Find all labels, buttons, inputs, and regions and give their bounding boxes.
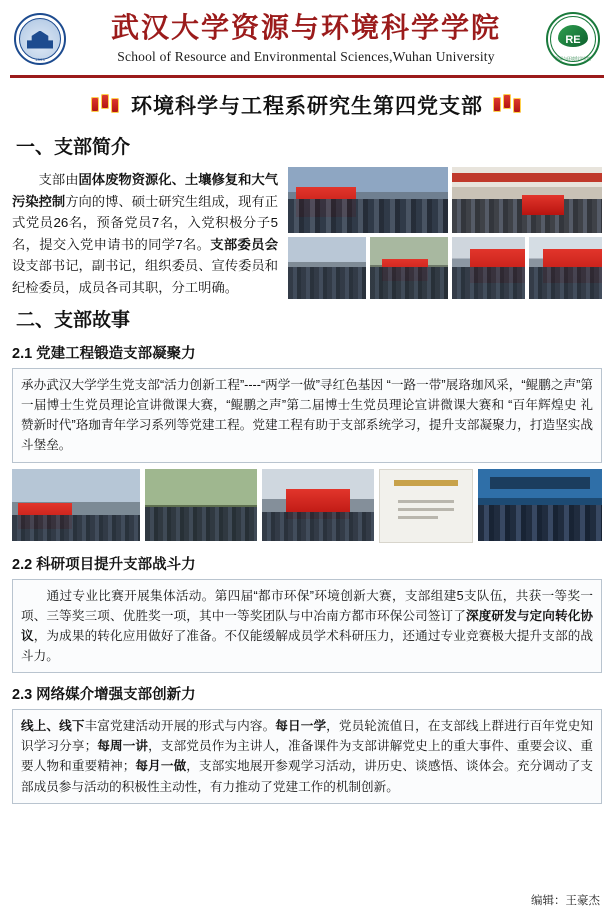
gallery-2-1 <box>12 469 602 543</box>
section-2-2-paragraph: 通过专业比赛开展集体活动。第四届“都市环保”环境创新大赛，支部组建5支队伍，共获一等奖一项、三等奖三项、优胜奖一项，其中一等奖团队与中冶南方都市环保公司签订了深度研发与定向转化协议，为成果的转化应用做好了准备。不仅能缓解成员学术科研压力，还通过专业竞赛极大提升支部的战斗力。 <box>12 579 602 674</box>
intro-bold-topics: 固体废物资源化、土壤修复和大气污染控制 <box>12 172 279 209</box>
re-logo-text: RE <box>565 34 581 47</box>
section-2-3-bold-1: 线上、线下 <box>21 719 85 734</box>
photo-intro-6 <box>529 237 602 299</box>
section-2-3-bold-3: 每周一讲 <box>97 739 149 754</box>
re-logo-caption: 资源与环境科学学院 <box>555 55 591 61</box>
section-2-3-bold-4: 每月一做 <box>135 759 187 774</box>
section-2-3-paragraph: 线上、线下丰富党建活动开展的形式与内容。每日一学，党员轮流值日，在支部线上群进行百年党史知识学习分享；每周一讲，支部党员作为主讲人，准备课件为支部讲解党史上的重大事件、重要会议、重要人物和重要精神；每月一做，支部实地展开参观学习活动，讲历史、谈感悟、谈体会。充分调动了支部成员参与活动的积极性主动性，有力推动了党建工作的机制创新。 <box>12 709 602 804</box>
section-2-3-heading: 2.3 网络媒介增强支部创新力 <box>12 687 196 704</box>
header-title-en: School of Resource and Environmental Sciences,Wuhan University <box>117 48 495 64</box>
photo-intro-3 <box>288 237 366 299</box>
page-title: 环境科学与工程系研究生第四党支部 <box>131 93 483 118</box>
banner-title-row <box>10 78 604 126</box>
photo-intro-5 <box>452 237 525 299</box>
section-2-heading: 二、支部故事 <box>16 309 131 331</box>
wuhan-university-logo-icon <box>14 13 66 65</box>
document-header <box>10 0 604 78</box>
section-2-1-heading: 2.1 党建工程锻造支部凝聚力 <box>12 346 196 362</box>
intro-photo-group <box>288 167 602 299</box>
section-1-heading: 一、支部简介 <box>16 136 131 158</box>
intro-block <box>12 167 602 299</box>
intro-paragraph: 支部由固体废物资源化、土壤修复和大气污染控制方向的博、硕士研究生组成，现有正式党员26名，预备党员7名，入党积极分子5名，提交入党申请书的同学7名。支部委员会设支部书记，副书记，组织委员、宣传委员和纪检委员，成员各司其职，分工明确。 <box>12 172 279 295</box>
photo-intro-2 <box>452 167 602 233</box>
logo-year-label: 1893 <box>34 56 46 62</box>
editor-credit: 编辑：王豪杰 <box>531 895 600 907</box>
photo-gallery-2 <box>145 469 257 541</box>
section-2-2-bold: 深度研发与定向转化协议 <box>21 608 594 643</box>
photo-intro-1 <box>288 167 448 233</box>
firecracker-right-icon <box>493 94 523 116</box>
intro-bold-committee: 支部委员会 <box>210 236 279 252</box>
school-re-logo-icon <box>546 12 600 66</box>
section-2-1-paragraph: 承办武汉大学学生党支部“活力创新工程”----“两学一做”寻红色基因 “一路一带”展珞珈风采，“鲲鹏之声”第一届博士生党员理论宣讲微课大赛，“鲲鹏之声”第二届博士生党员理论宣讲微课大赛和 “百年辉煌史 礼赞新时代”珞珈青年学习系列等党建工程。党建工程有助于支部系统学习，提升支部凝聚力，打造坚实战斗堡垒。 <box>12 368 602 463</box>
photo-gallery-5 <box>478 469 602 541</box>
header-title-cn: 武汉大学资源与环境科学学院 <box>110 11 501 45</box>
photo-intro-4 <box>370 237 448 299</box>
section-2-2-heading: 2.2 科研项目提升支部战斗力 <box>12 556 196 573</box>
section-2-3-bold-2: 每日一学 <box>275 719 327 734</box>
photo-gallery-1 <box>12 469 140 541</box>
photo-gallery-4 <box>379 469 473 543</box>
header-title-block <box>66 12 546 64</box>
firecracker-left-icon <box>91 94 121 116</box>
photo-gallery-3 <box>262 469 374 541</box>
